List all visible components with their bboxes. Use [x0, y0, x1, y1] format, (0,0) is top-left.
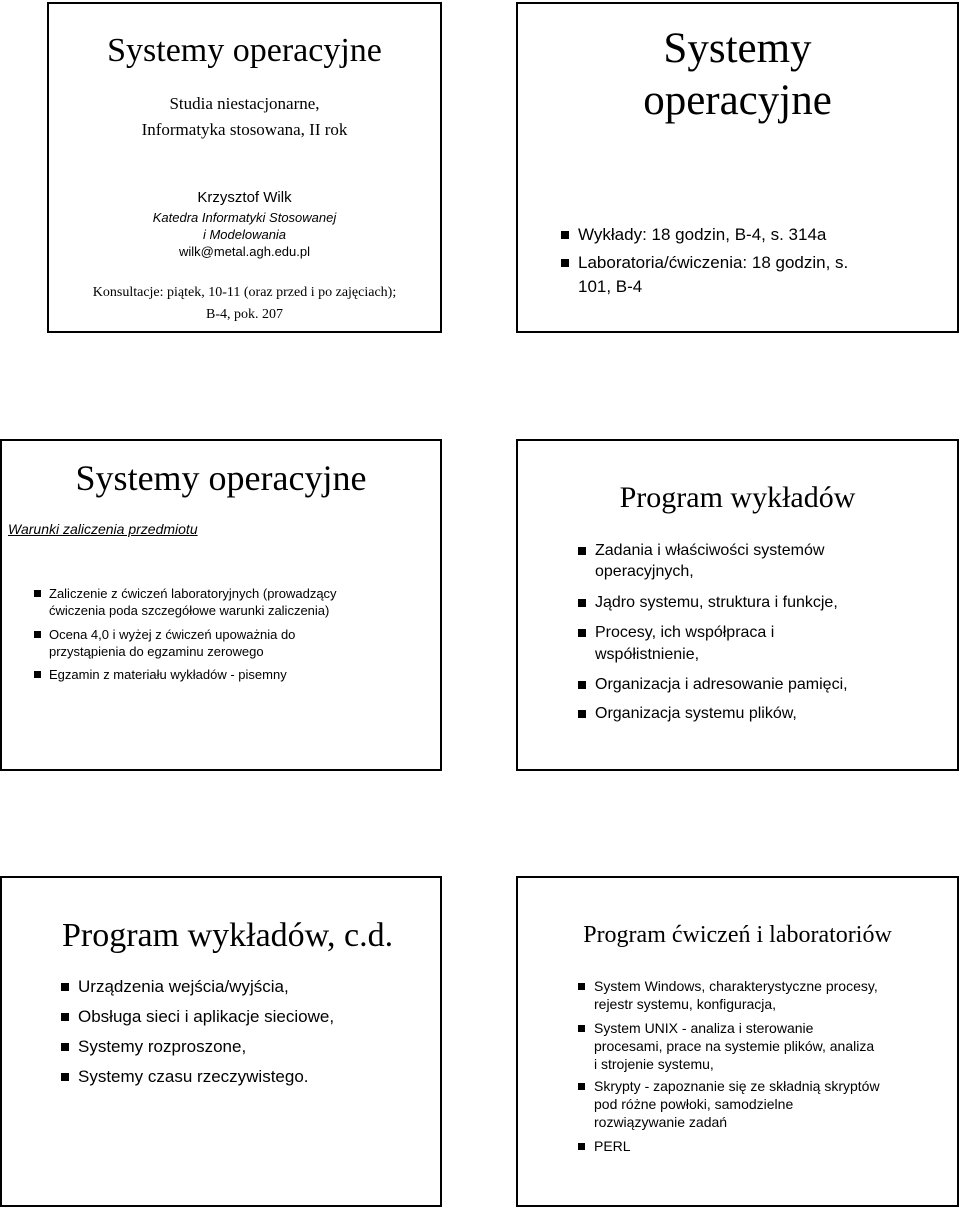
slide-5-bullet-4-line-1: Systemy czasu rzeczywistego.: [78, 1067, 309, 1086]
slide-4-bullet-1: [595, 540, 824, 582]
square-bullet-icon: [578, 599, 586, 607]
slide-4-bullet-3: [595, 622, 774, 666]
slide-5-bullet-1: [78, 976, 289, 998]
slide-6-bullet-3-line-3: rozwiązywanie zadań: [594, 1114, 728, 1130]
slide-4-title: Program wykładów: [619, 481, 856, 514]
slide-2: [516, 2, 959, 333]
slide-6-bullet-1-line-1: System Windows, charakterystyczne procesy,: [594, 978, 878, 994]
slide-4-bullet-5: [595, 703, 797, 724]
slide-4-bullet-2-line-1: Jądro systemu, struktura i funkcje,: [595, 594, 838, 611]
slide-1-title: Systemy operacyjne: [107, 32, 382, 69]
square-bullet-icon: [561, 259, 569, 267]
slide-2-bullet-2: [578, 251, 848, 299]
slide-4-bullet-1-line-2: operacyjnych,: [595, 563, 694, 580]
slide-4: [516, 439, 959, 771]
slide-1-author: Krzysztof Wilk: [197, 189, 292, 206]
slide-4-bullet-1-line-1: Zadania i właściwości systemów: [595, 542, 825, 559]
slide-1-consult-line-1: Konsultacje: piątek, 10-11 (oraz przed i po zajęciach);: [92, 285, 397, 300]
slide-6-bullet-4-line-1: PERL: [594, 1138, 631, 1154]
slide-5-bullet-2: [78, 1006, 334, 1028]
square-bullet-icon: [578, 681, 586, 689]
slide-3-bullet-2-line-1: Ocena 4,0 i wyżej z ćwiczeń upoważnia do: [49, 627, 296, 642]
slide-2-bullet-2-line-1: Laboratoria/ćwiczenia: 18 godzin, s.: [578, 253, 849, 272]
slide-2-title-line-2: operacyjne: [643, 77, 832, 124]
slide-4-bullet-3-line-1: Procesy, ich współpraca i: [595, 624, 775, 641]
square-bullet-icon: [578, 983, 585, 990]
slide-5-bullet-2-line-1: Obsługa sieci i aplikacje sieciowe,: [78, 1007, 335, 1026]
slide-2-title-line-1: Systemy: [663, 25, 812, 72]
slide-4-bullet-3-line-2: współistnienie,: [595, 646, 700, 663]
square-bullet-icon: [61, 983, 69, 991]
slide-6-bullet-1-line-2: rejestr systemu, konfiguracja,: [594, 996, 777, 1012]
square-bullet-icon: [561, 231, 569, 239]
slide-6: [516, 876, 959, 1207]
slide-4-bullet-4-line-1: Organizacja i adresowanie pamięci,: [595, 676, 848, 693]
square-bullet-icon: [578, 1143, 585, 1150]
square-bullet-icon: [578, 547, 586, 555]
square-bullet-icon: [578, 1025, 585, 1032]
slide-6-bullet-4: [594, 1137, 631, 1155]
square-bullet-icon: [34, 590, 41, 597]
slide-6-bullet-3-line-1: Skrypty - zapoznanie się ze składnią skryptów: [594, 1078, 880, 1094]
square-bullet-icon: [578, 710, 586, 718]
slide-6-bullet-2-line-2: procesami, prace na systemie plików, analiza: [594, 1038, 875, 1054]
slide-6-bullet-2: [594, 1019, 874, 1073]
slide-6-bullet-3: [594, 1077, 880, 1131]
slide-5-bullet-3-line-1: Systemy rozproszone,: [78, 1037, 247, 1056]
slide-6-title: Program ćwiczeń i laboratoriów: [583, 922, 892, 948]
slide-3-bullet-2-line-2: przystąpienia do egzaminu zerowego: [49, 644, 264, 659]
slide-5-title: Program wykładów, c.d.: [62, 917, 394, 954]
slide-2-bullet-1: [578, 223, 826, 247]
slide-5: [0, 876, 442, 1207]
slide-4-bullet-2: [595, 592, 838, 613]
square-bullet-icon: [61, 1073, 69, 1081]
slide-2-bullet-1-line-1: Wykłady: 18 godzin, B-4, s. 314a: [578, 225, 827, 244]
square-bullet-icon: [61, 1043, 69, 1051]
slide-3-bullet-1: [49, 585, 337, 619]
slide-5-bullet-3: [78, 1036, 246, 1058]
slide-3-title: Systemy operacyjne: [75, 458, 367, 498]
slide-1-subtitle-line-2: Informatyka stosowana, II rok: [141, 120, 348, 139]
slide-3-bullet-1-line-2: ćwiczenia poda szczegółowe warunki zaliczenia): [49, 603, 330, 618]
slide-5-bullet-4: [78, 1066, 309, 1088]
slide-1-dept-line-2: i Modelowania: [202, 227, 287, 242]
slide-1-subtitle-line-1: Studia niestacjonarne,: [169, 94, 320, 113]
slide-3-bullet-2: [49, 626, 295, 660]
square-bullet-icon: [578, 1083, 585, 1090]
slide-4-bullet-4: [595, 674, 848, 695]
slide-6-bullet-2-line-3: i strojenie systemu,: [594, 1056, 714, 1072]
slide-3-subheading: Warunki zaliczenia przedmiotu: [8, 521, 198, 537]
slide-1: [47, 2, 442, 333]
slide-1-dept-line-1: Katedra Informatyki Stosowanej: [152, 210, 337, 225]
square-bullet-icon: [34, 671, 41, 678]
slide-2-bullet-2-line-2: 101, B-4: [578, 277, 643, 296]
slide-1-consult-line-2: B-4, pok. 207: [206, 307, 283, 322]
slide-3-bullet-3-line-1: Egzamin z materiału wykładów - pisemny: [49, 667, 287, 682]
slide-3-bullet-3: [49, 666, 287, 683]
slide-1-email: wilk@metal.agh.edu.pl: [179, 244, 310, 259]
slide-6-bullet-3-line-2: pod różne powłoki, samodzielne: [594, 1096, 794, 1112]
slide-5-bullet-1-line-1: Urządzenia wejścia/wyjścia,: [78, 977, 289, 996]
slide-4-bullet-5-line-1: Organizacja systemu plików,: [595, 705, 797, 722]
slide-6-bullet-2-line-1: System UNIX - analiza i sterowanie: [594, 1020, 814, 1036]
slide-3-bullet-1-line-1: Zaliczenie z ćwiczeń laboratoryjnych (prowadzący: [49, 586, 337, 601]
square-bullet-icon: [578, 629, 586, 637]
square-bullet-icon: [34, 631, 41, 638]
slide-6-bullet-1: [594, 977, 878, 1013]
square-bullet-icon: [61, 1013, 69, 1021]
slide-3: [0, 439, 442, 771]
